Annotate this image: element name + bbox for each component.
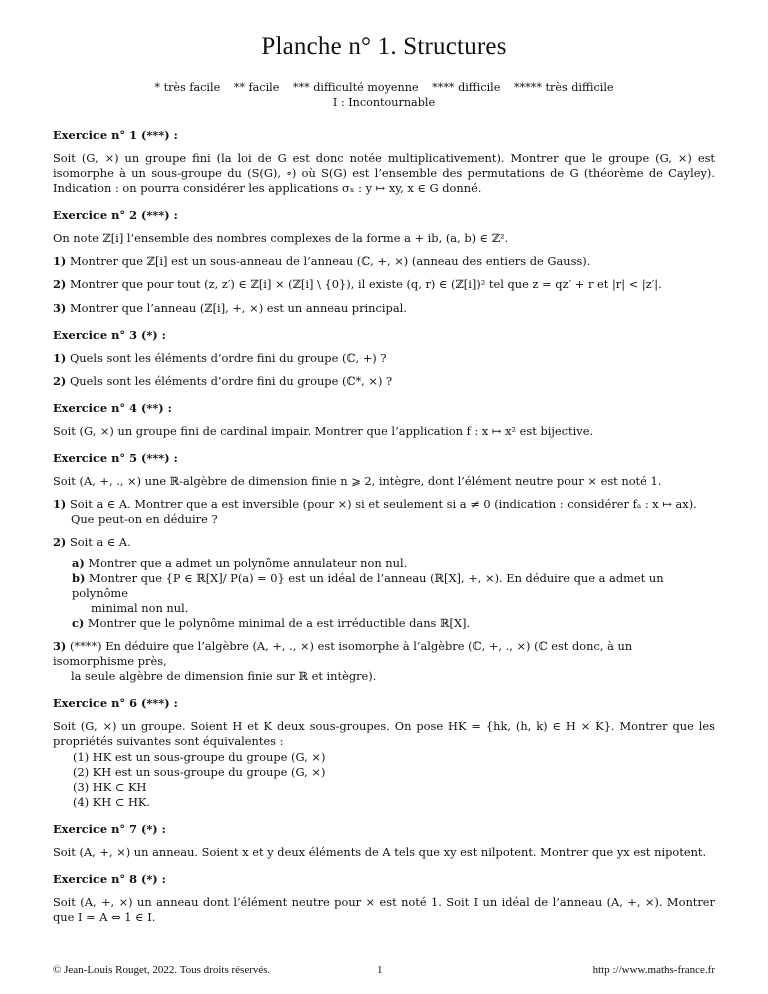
legend-very-hard: ***** très difficile	[513, 81, 614, 94]
exercise-1-heading: Exercice n° 1 (***) :	[53, 128, 178, 143]
subquestion-b	[53, 571, 715, 601]
list-item: (3) HK ⊂ KH	[73, 779, 147, 794]
exercise-4-heading: Exercice n° 4 (**) :	[53, 400, 172, 415]
question-number: 1)	[53, 350, 67, 365]
subquestion-text: Montrer que le polynôme minimal de a est irréductible dans ℝ[X].	[87, 616, 471, 631]
exercise-7-heading: Exercice n° 7 (*) :	[53, 821, 166, 836]
question-text: Soit a ∈ A. Montrer que a est inversible (pour ×) si et seulement si a ≠ 0 (indication : considérer fₐ : x ↦ ax).	[69, 496, 697, 511]
question-number: 2)	[53, 534, 67, 549]
exercise-3-question-1	[53, 351, 715, 366]
question-text: Montrer que l’anneau (ℤ[i], +, ×) est un anneau principal.	[69, 300, 407, 315]
subquestion-letter: c)	[72, 616, 85, 631]
footer-copyright: © Jean-Louis Rouget, 2022. Tous droits réservés.	[53, 964, 271, 976]
question-text: (****) En déduire que l’algèbre (A, +, ., ×) est isomorphe à l’algèbre (ℂ, +, ., ×) (ℂ est donc, à un isomorphisme près,	[53, 639, 633, 669]
question-number: 2)	[53, 277, 67, 292]
legend-easy: ** facile	[233, 81, 280, 94]
exercise-3-heading: Exercice n° 3 (*) :	[53, 327, 166, 342]
question-text: Montrer que ℤ[i] est un sous-anneau de l’anneau (ℂ, +, ×) (anneau des entiers de Gauss).	[69, 254, 591, 269]
exercise-2-intro: On note ℤ[i] l’ensemble des nombres complexes de la forme a + ib, (a, b) ∈ ℤ².	[53, 231, 509, 246]
exercise-3-question-2	[53, 374, 715, 389]
question-text: Montrer que pour tout (z, z′) ∈ ℤ[i] × (ℤ[i] \ {0}), il existe (q, r) ∈ (ℤ[i])² tel que z = qz′ + r et |r| < |z′|.	[69, 277, 662, 292]
list-item: (2) KH est un sous-groupe du groupe (G, ×)	[73, 764, 326, 779]
question-text: Quels sont les éléments d’ordre fini du groupe (ℂ*, ×) ?	[69, 373, 393, 388]
list-item: (1) HK est un sous-groupe du groupe (G, ×)	[73, 749, 326, 764]
exercise-5-question-1	[53, 497, 715, 527]
exercise-2-heading: Exercice n° 2 (***) :	[53, 208, 178, 223]
question-continuation: Que peut-on en déduire ?	[71, 511, 218, 526]
question-number: 1)	[53, 496, 67, 511]
question-number: 3)	[53, 300, 67, 315]
question-text: Quels sont les éléments d’ordre fini du groupe (ℂ, +) ?	[69, 350, 387, 365]
question-continuation: la seule algèbre de dimension finie sur ℝ et intègre).	[71, 669, 377, 684]
subquestion-continuation: minimal non nul.	[91, 601, 189, 616]
exercise-7-text: Soit (A, +, ×) un anneau. Soient x et y deux éléments de A tels que xy est nilpotent. Montrer que yx est nipotent.	[53, 844, 707, 859]
question-number: 3)	[53, 639, 67, 654]
subquestion-text: Montrer que {P ∈ ℝ[X]/ P(a) = 0} est un idéal de l’anneau (ℝ[X], +, ×). En déduire que a admet un polynôme	[72, 571, 664, 601]
legend-medium: *** difficulté moyenne	[292, 81, 419, 94]
question-number: 1)	[53, 254, 67, 269]
exercise-1-text: Soit (G, ×) un groupe fini (la loi de G est donc notée multiplicativement). Montrer que le groupe (G, ×) est isomorphe à un sous-groupe du (S(G), ∘) où S(G) est l’ensemble des permutations de G (théorème de Cayley). Indication : on pourra considérer les applications σₓ : y ↦ xy, x ∈ G donné.	[53, 151, 715, 196]
exercise-5-intro: Soit (A, +, ., ×) une ℝ-algèbre de dimension finie n ⩾ 2, intègre, dont l’élément neutre pour × est noté 1.	[53, 473, 662, 488]
exercise-6-intro: Soit (G, ×) un groupe. Soient H et K deux sous-groupes. On pose HK = {hk, (h, k) ∈ H × K}. Montrer que les propriétés suivantes sont équivalentes :	[53, 719, 715, 749]
subquestion-text: Montrer que a admet un polynôme annulateur non nul.	[88, 556, 408, 571]
exercise-2-question-3	[53, 301, 715, 316]
subquestion-a	[53, 556, 715, 571]
list-item: (4) KH ⊂ HK.	[73, 794, 151, 809]
exercise-2-question-2	[53, 277, 715, 292]
exercise-6-list	[53, 750, 715, 810]
exercise-5-question-2	[53, 535, 715, 631]
exercise-6-heading: Exercice n° 6 (***) :	[53, 696, 178, 711]
legend-very-easy: * très facile	[154, 81, 221, 94]
footer-url-link[interactable]: http ://www.maths-france.fr	[592, 964, 715, 976]
subquestion-letter: a)	[72, 556, 85, 571]
legend-essential: I : Incontournable	[332, 95, 436, 109]
exercise-8-heading: Exercice n° 8 (*) :	[53, 871, 166, 886]
subquestion-letter: b)	[72, 571, 86, 586]
page-title: Planche n° 1. Structures	[261, 33, 507, 60]
subquestion-c	[53, 616, 715, 631]
exercise-5-question-3	[53, 639, 715, 684]
exercise-8-text: Soit (A, +, ×) un anneau dont l’élément neutre pour × est noté 1. Soit I un idéal de l’anneau (A, +, ×). Montrer que I = A ⇔ 1 ∈ I.	[53, 894, 715, 924]
question-text: Soit a ∈ A.	[69, 534, 131, 549]
difficulty-legend	[53, 81, 715, 110]
exercise-4-text: Soit (G, ×) un groupe fini de cardinal impair. Montrer que l’application f : x ↦ x² est bijective.	[53, 423, 594, 438]
legend-hard: **** difficile	[432, 81, 501, 94]
document-page	[53, 0, 715, 933]
exercise-2-question-1	[53, 254, 715, 269]
question-number: 2)	[53, 373, 67, 388]
exercise-5-heading: Exercice n° 5 (***) :	[53, 450, 178, 465]
footer-page-number: 1	[377, 964, 383, 976]
